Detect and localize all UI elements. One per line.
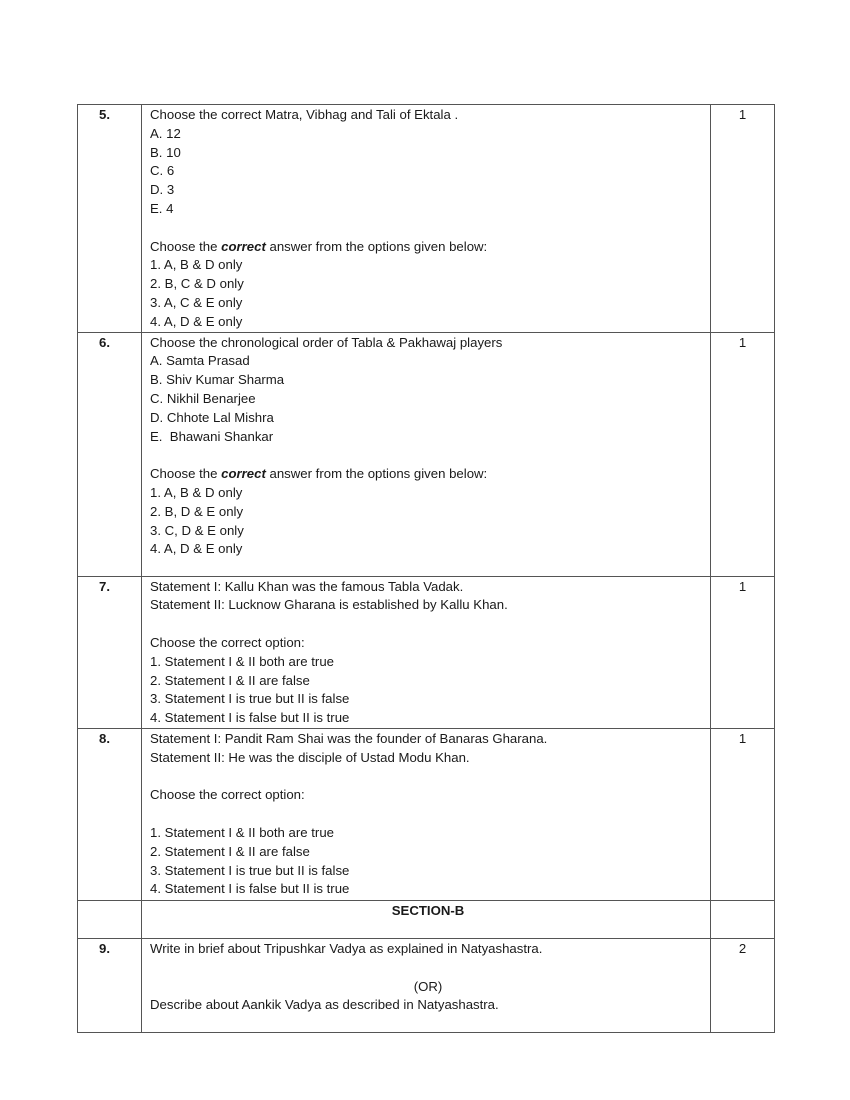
- answer-option: 2. Statement I & II are false: [150, 672, 310, 688]
- answer-option: 4. A, D & E only: [150, 541, 243, 557]
- list-item: A. Samta Prasad: [150, 353, 250, 369]
- answer-option: 3. C, D & E only: [150, 522, 244, 538]
- marks: 1: [711, 105, 775, 333]
- marks: 1: [711, 728, 775, 900]
- answer-option: 4. Statement I is false but II is true: [150, 710, 350, 726]
- list-item: B. 10: [150, 144, 181, 160]
- statement: Statement II: He was the disciple of Ustad Modu Khan.: [150, 749, 470, 765]
- question-row-6: [78, 332, 775, 576]
- section-title: SECTION-B: [142, 900, 711, 938]
- answer-option: 1. Statement I & II both are true: [150, 653, 334, 669]
- answer-option: 1. A, B & D only: [150, 484, 243, 500]
- list-item: E. 4: [150, 200, 174, 216]
- list-item: B. Shiv Kumar Sharma: [150, 372, 285, 388]
- question-body: [142, 576, 711, 728]
- section-header-row: [78, 900, 775, 938]
- instruction: Choose the correct option:: [150, 634, 305, 650]
- question-row-9: [78, 938, 775, 1032]
- question-table: [77, 104, 775, 1033]
- instruction: Choose the correct answer from the options given below:: [150, 466, 488, 482]
- answer-option: 3. A, C & E only: [150, 294, 243, 310]
- list-item: D. 3: [150, 182, 175, 198]
- marks: 1: [711, 576, 775, 728]
- answer-option: 2. Statement I & II are false: [150, 843, 310, 859]
- list-item: C. 6: [150, 163, 175, 179]
- question-body: [142, 332, 711, 576]
- list-item: E. Bhawani Shankar: [150, 428, 274, 444]
- question-number: 7.: [78, 576, 142, 728]
- or-separator: (OR): [413, 978, 443, 994]
- list-item: A. 12: [150, 125, 181, 141]
- answer-option: 1. A, B & D only: [150, 257, 243, 273]
- question-number: 9.: [78, 938, 142, 1032]
- question-number: 5.: [78, 105, 142, 333]
- instruction: Choose the correct answer from the options given below:: [150, 238, 488, 254]
- instruction: Choose the correct option:: [150, 787, 305, 803]
- statement: Statement I: Kallu Khan was the famous Tabla Vadak.: [150, 578, 464, 594]
- question-number: 8.: [78, 728, 142, 900]
- answer-option: 3. Statement I is true but II is false: [150, 691, 350, 707]
- alternative-question: Describe about Aankik Vadya as described in Natyashastra.: [150, 997, 499, 1013]
- list-item: D. Chhote Lal Mishra: [150, 409, 274, 425]
- empty-cell: [711, 900, 775, 938]
- answer-option: 2. B, C & D only: [150, 276, 244, 292]
- question-row-7: [78, 576, 775, 728]
- answer-option: 2. B, D & E only: [150, 503, 244, 519]
- question-body: [142, 728, 711, 900]
- marks: 2: [711, 938, 775, 1032]
- question-row-8: [78, 728, 775, 900]
- statement: Statement II: Lucknow Gharana is established by Kallu Khan.: [150, 597, 508, 613]
- question-stem: Choose the correct Matra, Vibhag and Tali of Ektala .: [150, 107, 459, 122]
- marks: 1: [711, 332, 775, 576]
- question-body: [142, 938, 711, 1032]
- list-item: C. Nikhil Benarjee: [150, 390, 256, 406]
- answer-option: 3. Statement I is true but II is false: [150, 862, 350, 878]
- empty-cell: [78, 900, 142, 938]
- question-text: Write in brief about Tripushkar Vadya as explained in Natyashastra.: [150, 940, 543, 956]
- answer-option: 4. A, D & E only: [150, 313, 243, 329]
- answer-option: 4. Statement I is false but II is true: [150, 881, 350, 897]
- question-row-5: [78, 105, 775, 333]
- question-body: [142, 105, 711, 333]
- answer-option: 1. Statement I & II both are true: [150, 824, 334, 840]
- question-stem: Choose the chronological order of Tabla & Pakhawaj players: [150, 334, 503, 350]
- question-number: 6.: [78, 332, 142, 576]
- statement: Statement I: Pandit Ram Shai was the founder of Banaras Gharana.: [150, 730, 548, 746]
